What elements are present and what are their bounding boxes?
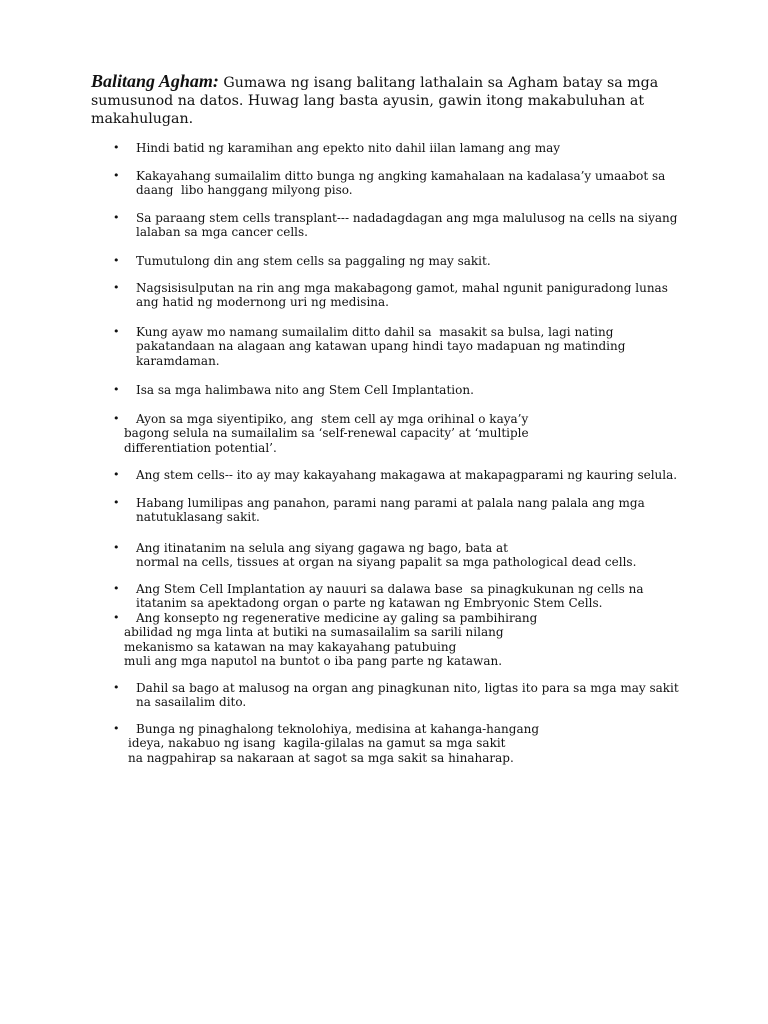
list-item-line: na nagpahirap sa nakaraan at sagot sa mga sakit sa hinaharap. [128, 750, 514, 765]
list-item-line: Ayon sa mga siyentipiko, ang stem cell ay mga orihinal o kaya’y [136, 412, 529, 426]
list-item-line: itatanim sa apektadong organ o parte ng katawan ng Embryonic Stem Cells. [136, 596, 603, 611]
list-item-line: Dahil sa bago at malusog na organ ang pinagkunan nito, ligtas ito para sa mga may sakit [136, 681, 679, 695]
list-item-line: ang hatid ng modernong uri ng medisina. [136, 295, 389, 310]
bullet-dot: • [113, 468, 120, 481]
bullet-dot: • [113, 541, 120, 554]
bullet-dot: • [113, 211, 120, 224]
bullet-dot: • [113, 412, 120, 425]
list-item-line: normal na cells, tissues at organ na siyang papalit sa mga pathological dead cells. [136, 555, 637, 570]
bullet-dot: • [113, 496, 120, 509]
bullet-dot: • [113, 169, 120, 182]
list-item-line: natutuklasang sakit. [136, 510, 260, 525]
bullet-dot: • [113, 254, 120, 267]
bullet-dot: • [113, 383, 120, 396]
list-item-line: bagong selula na sumailalim sa ‘self-renewal capacity’ at ‘multiple [124, 426, 529, 441]
list-item-line: Nagsisisulputan na rin ang mga makabagong gamot, mahal ngunit paniguradong lunas [136, 281, 668, 295]
bullet-dot: • [113, 681, 120, 694]
list-item-line: ideya, nakabuo ng isang kagila-gilalas na gamut sa mga sakit [128, 736, 506, 751]
list-item-line: Sa paraang stem cells transplant--- nadadagdagan ang mga malulusog na cells na siyang [136, 211, 678, 225]
bullet-dot: • [113, 281, 120, 294]
list-item-line: lalaban sa mga cancer cells. [136, 225, 308, 240]
list-item-line: muli ang mga naputol na buntot o iba pang parte ng katawan. [124, 654, 503, 669]
list-item-line: Kung ayaw mo namang sumailalim ditto dahil sa masakit sa bulsa, lagi nating [136, 325, 614, 339]
bullet-dot: • [113, 141, 120, 154]
list-item-line: Hindi batid ng karamihan ang epekto nito dahil iilan lamang ang may [136, 141, 561, 155]
list-item-line: mekanismo sa katawan na may kakayahang patubuing [124, 639, 457, 654]
list-item-line: na sasailalim dito. [136, 695, 247, 710]
list-item-line: Bunga ng pinaghalong teknolohiya, medisina at kahanga-hangang [136, 722, 540, 736]
list-item-line: Ang Stem Cell Implantation ay nauuri sa dalawa base sa pinagkukunan ng cells na [136, 582, 644, 596]
list-item-line: Tumutulong din ang stem cells sa paggaling ng may sakit. [136, 254, 491, 268]
bullet-dot: • [113, 582, 120, 595]
list-item-line: Isa sa mga halimbawa nito ang Stem Cell Implantation. [136, 383, 474, 397]
list-item-line: karamdaman. [136, 353, 220, 368]
list-item-line: Ang stem cells-- ito ay may kakayahang makagawa at makapagparami ng kauring selula. [136, 468, 678, 482]
list-item-line: Habang lumilipas ang panahon, parami nang parami at palala nang palala ang mga [136, 496, 645, 510]
bullet-dot: • [113, 722, 120, 735]
list-item-line: differentiation potential’. [124, 440, 277, 455]
bullet-dot: • [113, 611, 120, 624]
bullet-dot: • [113, 325, 120, 338]
list-item-line: pakatandaan na alagaan ang katawan upang hindi tayo madapuan ng matinding [136, 339, 626, 354]
intro-lead: Balitang Agham: [91, 71, 219, 91]
list-item-line: Ang itinatanim na selula ang siyang gagawa ng bago, bata at [136, 541, 508, 555]
list-item-line: Ang konsepto ng regenerative medicine ay galing sa pambihirang [136, 611, 538, 625]
list-item-line: Kakayahang sumailalim ditto bunga ng angking kamahalaan na kadalasa’y umaabot sa [136, 169, 666, 183]
list-item-line: abilidad ng mga linta at butiki na sumasailalim sa sarili nilang [124, 625, 504, 640]
intro-text: Gumawa ng isang balitang lathalain sa Agham batay sa mga sumusunod na datos. Huwag lang basta ayusin, gawin itong makabuluhan at makahulugan. [91, 75, 659, 127]
list-item-line: daang libo hanggang milyong piso. [136, 183, 353, 198]
